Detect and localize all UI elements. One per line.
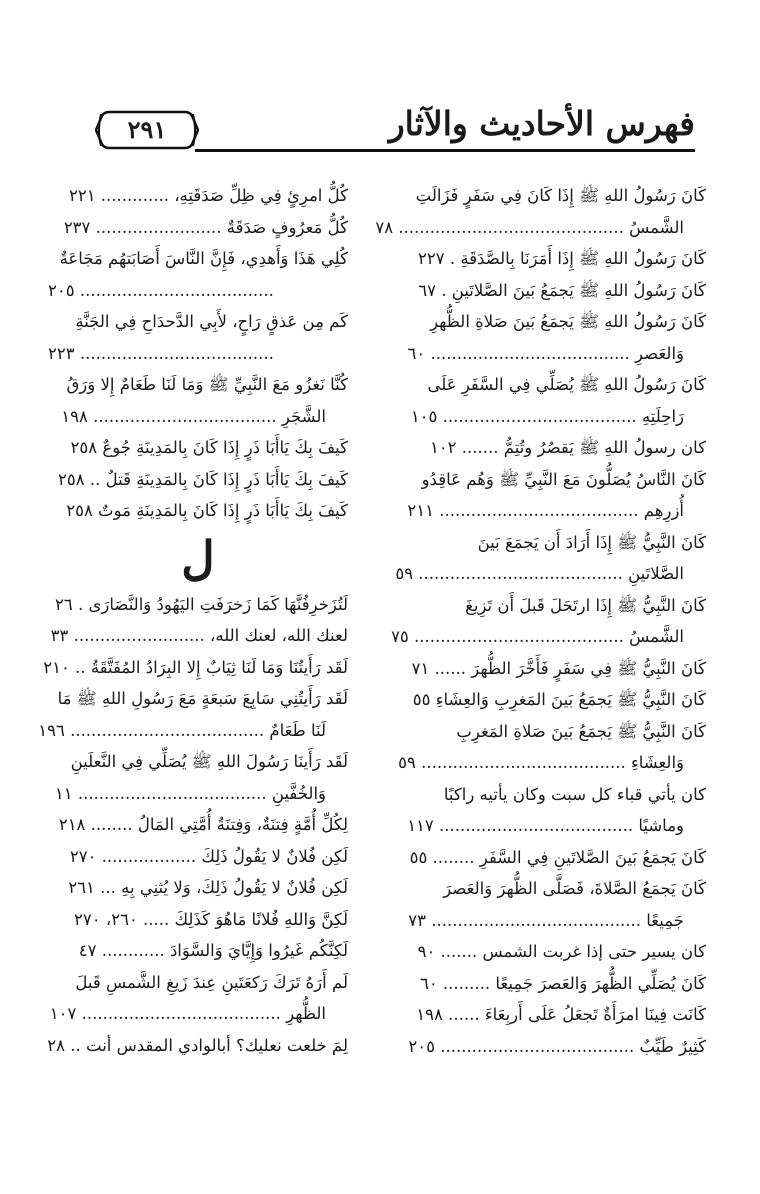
index-entry-line: لَكِنَّكُم غَيرُوا وَإِيَّايَ وَالسَّوَادَ ............ ٤٧	[78, 941, 348, 960]
index-entry-line: كَانَ النَّبِيُّ ﷺ فِي سَفَرٍ فَأَخَّرَ الظُّهرَ ...... ٧١	[411, 658, 706, 678]
index-entry-line: كَانَت فِينَا امرَأَةٌ تَجعَلُ عَلَى أَربِعَاءَ ...... ١٩٨	[416, 1005, 706, 1024]
index-entry-line: كَم مِن عَذقٍ رَاحٍ، لأَبِي الدَّحدَاحِ فِي الجَنَّةِ	[75, 312, 348, 331]
index-entry-line: كُلُّ امرِئٍ فِي ظِلِّ صَدَقَتِهِ، ............. ٢٢١	[68, 186, 348, 205]
index-entry-line: كُلُّ مَعرُوفٍ صَدَقَةٌ ........................ ٢٣٧	[63, 217, 348, 237]
index-entry-line: الظُّهرِ ...................................... ١٠٧	[49, 1004, 326, 1023]
index-entry-line: وماشيًا ..................................... ١١٧	[407, 816, 684, 835]
index-entry-line: لَم أَرَهُ تَرَكَ رَكعَتَينِ عِندَ زَيغِ الشَّمسِ قَبلَ	[75, 972, 348, 992]
index-entry-line: كان رسولُ اللهِ ﷺ يَقصُرُ وتُتِمُّ ....... ١٠٢	[429, 438, 706, 457]
section-letter-heading: ل	[181, 530, 215, 585]
page-title: فهرس الأحاديث والآثار	[388, 104, 695, 143]
index-entry-line: الشَّجَرِ ................................... ١٩٨	[61, 406, 326, 426]
index-entry-line: كَانَ يَجمَعُ بَينَ الصَّلاتَينِ فِي السَّفَرِ ........ ٥٥	[409, 847, 706, 867]
index-entry-line: لَكِن فُلانٌ لا يَقُولُ ذَلِكَ، وَلا يُثنِي بِهِ ... ٢٦١	[68, 878, 348, 897]
page-header	[95, 102, 695, 152]
index-entry-line: لَقَد رَأَيتُنَا وَمَا لَنَا ثِيَابٌ إِلا البِرَادُ المُفَتَّقَةُ .. ٢١٠	[43, 657, 348, 677]
index-entry-line: كَيفَ بِكَ يَاأَبَا ذَرٍ إِذَا كَانَ بِالمَدِينَةِ مَوتٌ ٢٥٨	[66, 501, 348, 520]
index-entry-line: كَانَ النَّبِيُّ ﷺ إِذَا أَرَادَ أَن يَجمَعَ بَينَ	[477, 532, 706, 552]
index-entry-line: جَمِيعًا ........................................ ٧٣	[408, 910, 684, 930]
index-entry-line: ..................................... ٢٠٥	[48, 280, 274, 300]
index-entry-line: لَنَا طَعَامٌ ..................................... ١٩٦	[38, 720, 326, 740]
index-entry-line: وَالخُفَّينِ .................................... ١١	[54, 783, 326, 803]
header-rule	[195, 149, 695, 152]
index-entry-line: أُزرِهِم ...................................... ٢١١	[407, 501, 684, 520]
index-entry-line: كَانَ رَسُولُ اللهِ ﷺ يُصَلِّي فِي السَّفَرِ عَلَى	[427, 375, 706, 394]
index-entry-line: كَيفَ بِكَ يَاأَبَا ذَرٍ إِذَا كَانَ بِالمَدِينَةِ قَتلٌ .. ٢٥٨	[58, 469, 348, 489]
page-number-badge	[95, 110, 199, 150]
index-entry-line: ..................................... ٢٢٣	[48, 343, 274, 363]
index-entry-line: كَانَ يُصَلِّي الظُّهرَ وَالعَصرَ جَمِيعًا ......... ٦٠	[419, 973, 706, 993]
index-entry-line: كُنَّا نَغزُو مَعَ النَّبِيِّ ﷺ وَمَا لَنَا طَعَامٌ إِلا وَرَقُ	[66, 375, 348, 394]
index-entry-line: كَانَ رَسُولُ اللهِ ﷺ إِذَا كَانَ فِي سَفَرٍ فَزَالَتِ	[415, 186, 706, 205]
index-entry-line: كَانَ النَّاسُ يُصَلُّونَ مَعَ النَّبِيِّ ﷺ وَهُم عَاقِدُو	[421, 469, 706, 489]
index-entry-line: كَانَ النَّبِيُّ ﷺ إِذَا ارتَحَلَ قَبلَ أَن تَزِيغَ	[465, 595, 706, 615]
index-entry-line: لَقَد رَأَيتُنِي سَابِعَ سَبعَةٍ مَعَ رَسُولِ اللهِ ﷺ مَا	[57, 689, 348, 708]
page-number: ٢٩١	[127, 115, 167, 144]
index-entry-line: لِمَ خلعت نعليك؟ أبالوادي المقدس أنت .. ٢٨	[47, 1035, 348, 1055]
index-entry-line: كَانَ رَسُولُ اللهِ ﷺ يَجمَعُ بَينَ الصَّلاتَينِ . ٦٧	[418, 280, 706, 300]
index-entry-line: كَانَ النَّبِيُّ ﷺ يَجمَعُ بَينَ المَغرِبِ وَالعِشَاءِ ٥٥	[412, 690, 706, 709]
index-entry-line: كَيفَ بِكَ يَاأَبَا ذَرٍ إِذَا كَانَ بِالمَدِينَةِ جُوعٌ ٢٥٨	[70, 438, 348, 457]
index-entry-line: لَتُزَخرِفُنَّهَا كَمَا زَخرَفَتِ اليَهُودُ وَالنَّصَارَى . ٢٦	[55, 594, 348, 614]
index-entry-line: كَانَ يَجمَعُ الصَّلاةَ، فَصَلَّى الظُّهرَ وَالعَصرَ	[443, 879, 706, 898]
index-entry-line: الصَّلاتَينِ ....................................... ٥٩	[395, 564, 684, 583]
index-entry-line: رَاحِلَتِهِ ..................................... ١٠٥	[410, 406, 684, 426]
index-entry-line: لَقَد رَأَينَا رَسُولَ اللهِ ﷺ يُصَلِّي فِي النَّعلَينِ	[70, 752, 348, 771]
index-entry-line: الشَّمسُ ........................................... ٧٨	[375, 217, 684, 237]
index-entry-line: كَانَ رَسُولُ اللهِ ﷺ إِذَا أَمَرَنَا بِالصَّدَقَةِ . ٢٢٧	[418, 249, 706, 268]
index-entry-line: لَكِن فُلانٌ لا يَقُولُ ذَلِكَ .................. ٢٧٠	[69, 846, 348, 866]
index-entry-line: كَانَ رَسُولُ اللهِ ﷺ يَجمَعُ بَينَ صَلاةِ الظُّهرِ	[430, 312, 706, 331]
index-column-right	[375, 180, 706, 1062]
index-entry-line: وَالعِشَاءِ ....................................... ٥٩	[398, 753, 684, 772]
index-entry-line: كَانَ النَّبِيُّ ﷺ يَجمَعُ بَينَ صَلاةِ المَغرِبِ	[456, 721, 706, 741]
index-entry-line: لِكُلِّ أُمَّةٍ فِتنَةٌ، وَفِتنَةُ أُمَّتِي المَالُ ........ ٢١٨	[58, 815, 348, 834]
index-entry-line: كَثِيرٌ طَيِّبٌ ..................................... ٢٠٥	[408, 1036, 706, 1056]
index-entry-line: الشَّمسُ ........................................ ٧٥	[391, 627, 684, 646]
index-entry-line: لَكِنَّ وَاللهِ فُلانًا مَاهُوَ كَذَلِكَ ..... ٢٦٠، ٢٧٠	[74, 909, 348, 929]
index-column-left	[38, 180, 348, 1061]
index-entry-line: كان يسير حتى إذا غربت الشمس ....... ٩٠	[417, 942, 706, 961]
index-entry-line: كان يأتي قباء كل سبت وكان يأتيه راكبًا	[443, 784, 706, 804]
index-entry-line: وَالعَصرِ ...................................... ٦٠	[407, 343, 684, 363]
index-entry-line: لعنك الله، لعنك الله، ......................... ٣٣	[50, 626, 348, 645]
index-entry-line: كُلِي هَذَا وَأَهدِي، فَإِنَّ النَّاسَ أَصَابَتهُم مَجَاعَةٌ	[59, 249, 348, 268]
